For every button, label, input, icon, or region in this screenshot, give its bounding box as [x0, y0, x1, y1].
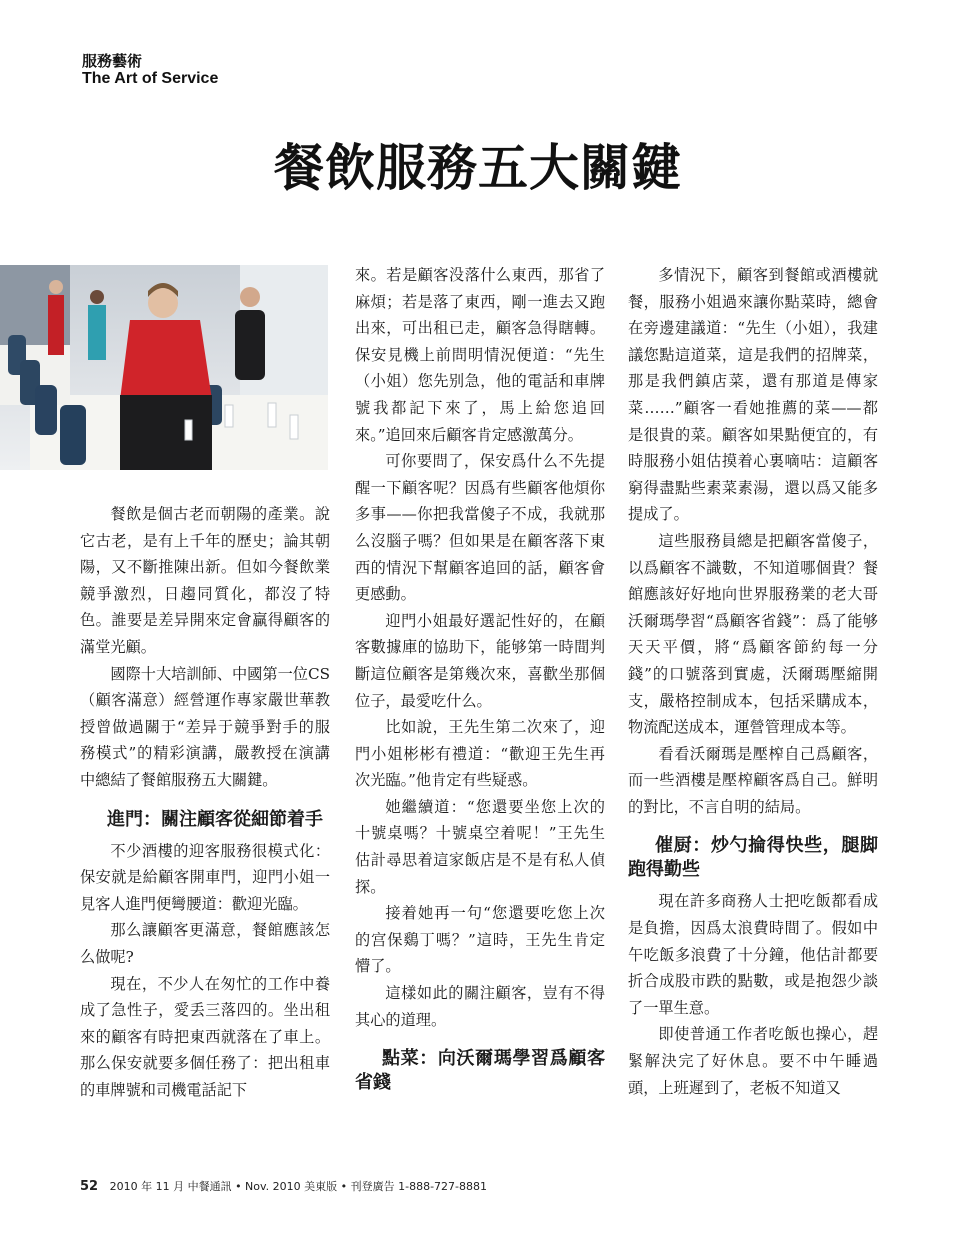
section-label-en: The Art of Service [82, 70, 219, 87]
article-column-3 [628, 262, 878, 1101]
footer-text: 2010 年 11 月 中餐通訊 • Nov. 2010 美東版 • 刊登廣告 1-888-727-8881 [109, 1180, 488, 1193]
paragraph: 來。若是顧客没落什么東西，那省了麻煩；若是落了東西，剛一進去又跑出來，可出租已走，顧客急得瞎轉。保安見機上前問明情況便道：“先生（小姐）您先别急，他的電話和車牌號我都記下來了，馬上給您追回來。”追回來后顧客肯定感激萬分。 [355, 266, 605, 444]
section-heading: 催厨：炒勺掄得快些，腿脚跑得勤些 [628, 835, 878, 881]
paragraph: 這些服務員總是把顧客當傻子，以爲顧客不識數，不知道哪個貴？餐館應該好好地向世界服務業的老大哥沃爾瑪學習“爲顧客省錢”：爲了能够天天平價，將“爲顧客節約每一分錢”的口號落到實處，沃爾瑪壓縮開支，嚴格控制成本，包括采購成本，物流配送成本，運營管理成本等。 [628, 531, 878, 737]
paragraph: 這樣如此的關注顧客，豈有不得其心的道理。 [355, 984, 605, 1029]
paragraph: 多情況下，顧客到餐館或酒樓就餐，服務小姐過來讓你點菜時，總會在旁邊建議道：“先生（小姐），我建議您點這道菜，這是我們的招牌菜，那是我們鎮店菜，還有那道是傳家菜……”顧客一看她推薦的菜——都是很貴的菜。顧客如果點便宜的，有時服務小姐估摸着心裏嘀咕：這顧客窮得盡點些素菜素湯，還以爲又能多提成了。 [628, 266, 878, 524]
section-label-cn: 服務藝術 [82, 52, 143, 70]
paragraph: 國際十大培訓師、中國第一位CS（顧客滿意）經營運作專家嚴世華教授曾做過關于“差异于競爭對手的服務模式”的精彩演講，嚴教授在演講中總結了餐館服務五大關鍵。 [80, 664, 330, 789]
paragraph: 餐飲是個古老而朝陽的產業。說它古老，是有上千年的歷史；論其朝陽，又不斷推陳出新。但如今餐飲業競爭激烈，日趨同質化，都沒了特色。誰要是差异開來定會贏得顧客的滿堂光顧。 [80, 505, 330, 656]
paragraph: 比如說，王先生第二次來了，迎門小姐彬彬有禮道：“歡迎王先生再次光臨。”他肯定有些疑惑。 [355, 718, 605, 790]
paragraph: 可你要問了，保安爲什么不先提醒一下顧客呢？因爲有些顧客他煩你多事——你把我當傻子不成，我就那么沒腦子嗎？但如果是在顧客落下東西的情況下幫顧客追回的話，顧客會更感動。 [355, 452, 605, 604]
paragraph: 即使普通工作者吃飯也操心，趕緊解決完了好休息。要不中午睡過頭，上班遲到了，老板不知道又 [628, 1025, 878, 1097]
paragraph: 看看沃爾瑪是壓榨自己爲顧客，而一些酒樓是壓榨顧客爲自己。鮮明的對比，不言自明的結局。 [628, 744, 878, 816]
page-number: 52 [80, 1179, 99, 1194]
article-column-2 [355, 262, 605, 1101]
paragraph: 那么讓顧客更滿意，餐館應該怎么做呢? [80, 921, 330, 966]
restaurant-staff-photo [0, 265, 328, 470]
section-heading: 進門：關注顧客從細節着手 [107, 808, 323, 830]
section-heading: 點菜：向沃爾瑪學習爲顧客省錢 [355, 1048, 605, 1094]
paragraph: 不少酒樓的迎客服務很模式化：保安就是給顧客開車門，迎門小姐一見客人進門便彎腰道：歡迎光臨。 [80, 841, 330, 913]
article-column-1 [80, 501, 330, 1103]
page-footer [80, 1178, 487, 1194]
paragraph: 接着她再一句“您還要吃您上次的宫保鷄丁嗎？”這時，王先生肯定懵了。 [355, 904, 605, 976]
paragraph: 現在，不少人在匆忙的工作中養成了急性子，愛丢三落四的。坐出租來的顧客有時把東西就落在了車上。那么保安就要多個任務了：把出租車的車牌號和司機電話記下 [80, 974, 330, 1099]
paragraph: 迎門小姐最好選記性好的，在顧客數據庫的協助下，能够第一時間判斷這位顧客是第幾次來，喜歡坐那個位子，最愛吃什么。 [355, 611, 605, 710]
paragraph: 她繼續道：“您還要坐您上次的十號桌嗎？十號桌空着呢！”王先生估計尋思着這家飯店是不是有私人偵探。 [355, 797, 605, 896]
article-title: 餐飲服務五大關鍵 [274, 138, 682, 197]
paragraph: 現在許多商務人士把吃飯都看成是負擔，因爲太浪費時間了。假如中午吃飯多浪費了十分鐘，他估計都要折合成股市跌的點數，或是抱怨少談了一單生意。 [628, 892, 878, 1017]
